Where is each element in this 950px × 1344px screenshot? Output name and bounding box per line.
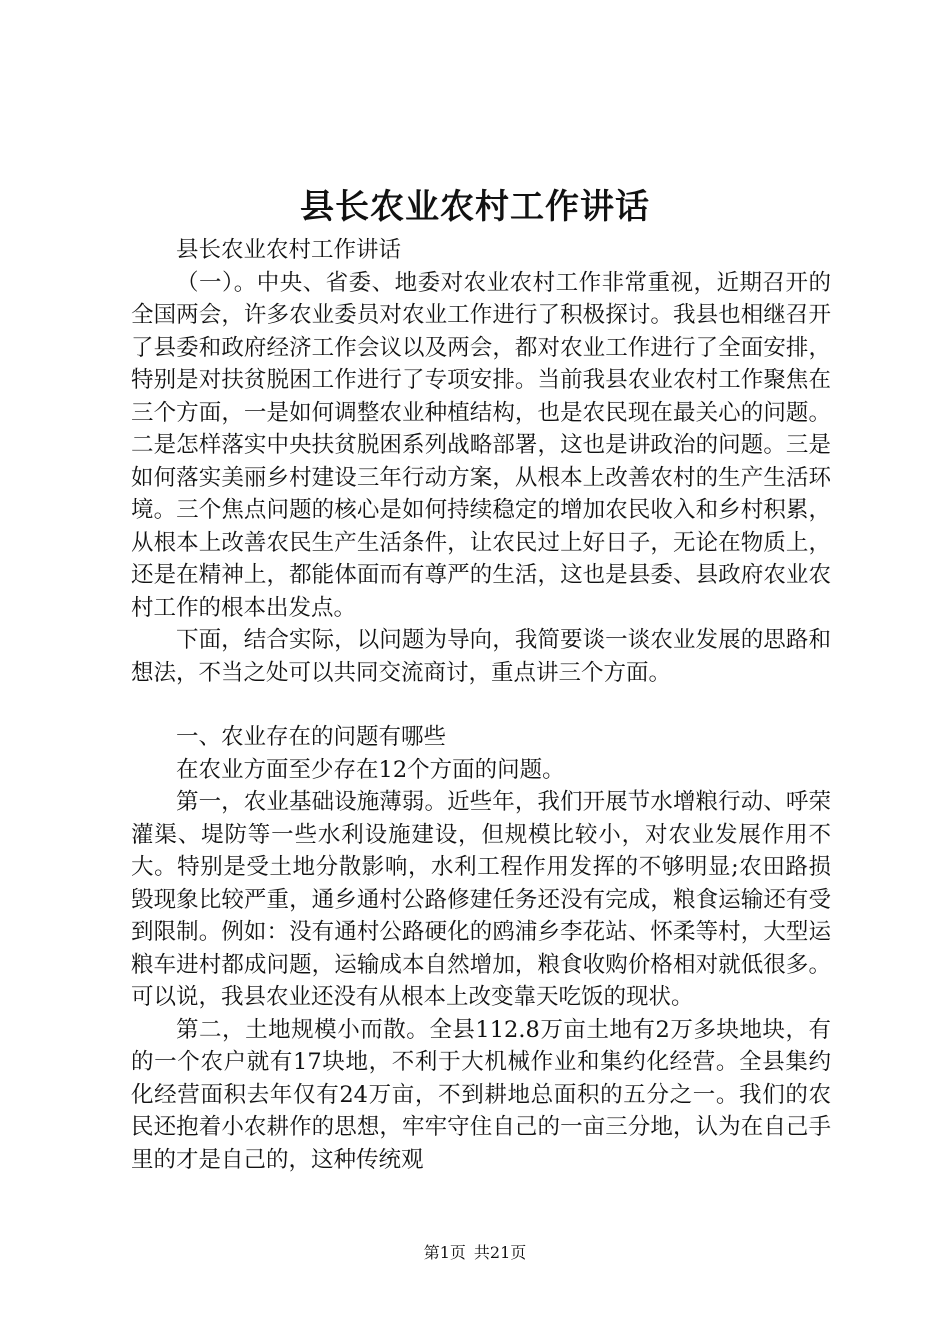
- page-number: 第1页: [423, 1243, 466, 1262]
- document-body: [131, 234, 831, 1176]
- section-heading-1: 一、农业存在的问题有哪些: [176, 724, 447, 750]
- page-total: 共21页: [473, 1243, 527, 1262]
- document-title: 县长农业农村工作讲话: [300, 187, 650, 227]
- paragraph-overview: 下面，结合实际，以问题为导向，我简要谈一谈农业发展的思路和想法，不当之处可以共同交流商讨，重点讲三个方面。: [131, 627, 831, 686]
- paragraph-problem-count: 在农业方面至少存在12个方面的问题。: [176, 756, 565, 783]
- paragraph-subtitle: 县长农业农村工作讲话: [176, 237, 402, 263]
- paragraph-intro: （一）。中央、省委、地委对农业农村工作非常重视，近期召开的全国两会，许多农业委员对农业工作进行了积极探讨。我县也相继召开了县委和政府经济工作会议以及两会，都对农业工作进行了全面安排，特别是对扶贫脱困工作进行了专项安排。当前我县农业农村工作聚焦在三个方面，一是如何调整农业种植结构，也是农民现在最关心的问题。二是怎样落实中央扶贫脱困系列战略部署，这也是讲政治的问题。三是如何落实美丽乡村建设三年行动方案，从根本上改善农村的生产生活环境。三个焦点问题的核心是如何持续稳定的增加农民收入和乡村积累，从根本上改善农民生产生活条件，让农民过上好日子，无论在物质上，还是在精神上，都能体面而有尊严的生活，这也是县委、县政府农业农村工作的根本出发点。: [131, 269, 831, 621]
- paragraph-point-1: 第一，农业基础设施薄弱。近些年，我们开展节水增粮行动、呼荣灌渠、堤防等一些水利设施建设，但规模比较小，对农业发展作用不大。特别是受土地分散影响，水利工程作用发挥的不够明显;农田路损毁现象比较严重，通乡通村公路修建任务还没有完成，粮食运输还有受到限制。例如：没有通村公路硬化的鸥浦乡李花站、怀柔等村，大型运粮车进村都成问题，运输成本自然增加，粮食收购价格相对就低很多。可以说，我县农业还没有从根本上改变靠天吃饭的现状。: [131, 789, 831, 1010]
- page-footer: [0, 1242, 950, 1264]
- paragraph-point-2: 第二，土地规模小而散。全县112.8万亩土地有2万多块地块，有的一个农户就有17块地，不利于大机械作业和集约化经营。全县集约化经营面积去年仅有24万亩，不到耕地总面积的五分之一。我们的农民还抱着小农耕作的思想，牢牢守住自己的一亩三分地，认为在自己手里的才是自己的，这种传统观: [131, 1016, 831, 1173]
